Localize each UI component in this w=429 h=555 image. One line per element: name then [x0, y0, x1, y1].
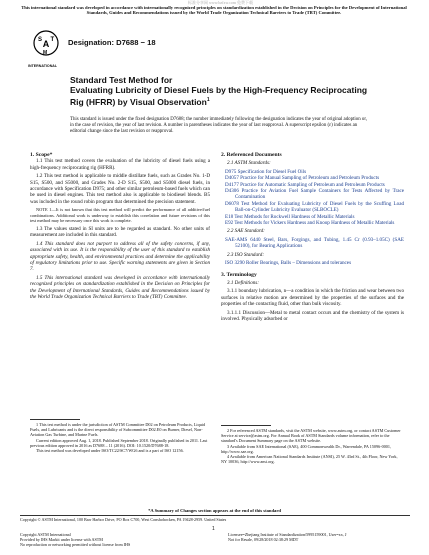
issuance-note: This standard is issued under the fixed designation D7688; the number immediately following the designation indicates the year of original adoption or, in the case of revision, the year of last revision. A number in parentheses indicates the year of last reapproval. A superscript epsilon (ε) indicates an editorial change since the last revision or reapproval. [70, 117, 367, 134]
top-notice: This international standard was developed in accordance with internationally recognized principles on standardization established in the Decision on Principles for the Development of International Standards, Guides and Recommendations issued by the World Trade Organization Technical Barriers to Trade (TBT) Committee. [21, 5, 407, 16]
reference-code[interactable]: D4057 [225, 175, 239, 182]
footnote-2: 2 For referenced ASTM standards, visit the ASTM website, www.astm.org, or contact ASTM Customer Service at service@astm.org. For Annual Book of ASTM Standards volume information, refer to the standard's Document Summary page on the ASTM website. [221, 428, 401, 444]
referenced-docs-heading: 2. Referenced Documents [221, 152, 282, 158]
para-1-4: 1.4 This standard does not purport to address all of the safety concerns, if any, associated with its use. It is the responsibility of the user of this standard to establish appropriate safety, health, and environmental practices and determine the applicability of regulatory limitations prior to use. Specific warning statements are given in Section 7. [30, 240, 210, 273]
para-1-2: 1.2 This test method is applicable to middle distillate fuels, such as Grades No. 1-D S15, S500, and S5000, and Grades No. 2-D S15, S500, and S5000 diesel fuels, in accordance with Specification D975; and other similar petroleum-based fuels which can be used in diesel engines. This test method also is applicable to biodiesel blends. B5 was included in the round robin program that determined the precision statement. [30, 173, 210, 205]
definition-3-1-1-1: 3.1.1.1 Discussion—Metal to metal contact occurs and the chemistry of the system is involved. Physically adsorbed or [221, 309, 404, 322]
reference-code[interactable]: D975 [225, 168, 237, 175]
astm-logo [32, 30, 60, 64]
astm-reference-item[interactable] [221, 201, 404, 214]
svg-text:T: T [50, 37, 55, 43]
right-column [221, 152, 404, 324]
left-footnotes [30, 422, 210, 453]
footnote-3: 3 Available from SAE International (SAE), 400 Commonwealth Dr., Warrendale, PA 15096-0001, http://www.sae.org. [221, 443, 392, 454]
reference-code[interactable]: D4177 [225, 181, 239, 188]
reference-code[interactable]: E18 [225, 213, 234, 220]
astm-reference-list [221, 169, 404, 227]
left-column [30, 152, 210, 303]
svg-text:A: A [42, 39, 50, 49]
scope-heading: 1. Scope* [30, 152, 53, 158]
footnote-1-edition: Current edition approved Aug. 1, 2018. Published September 2018. Originally published in 2011. Last previous edition approved in 2016 as D7688 – 11 (2016). DOI: 10.1520/D7688-18. [30, 437, 208, 448]
document-title: Evaluating Lubricity of Diesel Fuels by the High-Frequency Reciprocating Rig (HFRR) by Visual Observation$^1$ [70, 85, 368, 107]
summary-of-changes-note: *A Summary of Changes section appears at the end of this standard [148, 508, 281, 513]
iso-reference[interactable]: ISO 3290 Roller Bearings, Balls – Dimensions and tolerances [225, 260, 352, 267]
footer-rule [20, 515, 410, 516]
reference-title[interactable]: Practice for Automatic Sampling of Petroleum and Petroleum Products [240, 181, 385, 188]
standard-type: Standard Test Method for [70, 75, 173, 85]
footnote-4: 4 Available from American National Standards Institute (ANSI), 25 W. 43rd St., 4th Floor, New York, NY 10036, http://www.ansi.org. [221, 454, 398, 465]
para-1-5: 1.5 This international standard was developed in accordance with internationally recognized principles on standardization established in the Decision on Principles for the Development of International Standards, Guides and Recommendations issued by the World Trade Organization Technical Barriers to Trade (TBT) Committee. [30, 274, 210, 301]
reference-title[interactable]: Test Methods for Vickers Hardness and Knoop Hardness of Metallic Materials [234, 220, 395, 227]
designation: Designation: D7688 − 18 [68, 38, 156, 47]
astm-standards-heading: 2.1 ASTM Standards: [227, 160, 271, 167]
terminology-heading: 3. Terminology [221, 271, 257, 278]
right-footnotes [221, 428, 404, 464]
watermark-text: 标准分享网 www.bzfxw.com 免费下载 [188, 0, 254, 5]
reference-code[interactable]: D4306 [225, 188, 239, 195]
reference-code[interactable]: D6078 [225, 200, 239, 207]
reference-title[interactable]: Test Methods for Rockwell Hardness of Metallic Materials [234, 213, 355, 220]
definition-3-1-1: 3.1.1 boundary lubrication, n—a condition in which the friction and wear between two surfaces in relative motion are determined by the properties of the surfaces and the properties of the contacting fluid, other than bulk viscosity. [221, 288, 404, 308]
definitions-heading: 3.1 Definitions: [227, 279, 259, 286]
footnote-rule-left [30, 419, 80, 420]
footnote-1: 1 This test method is under the jurisdiction of ASTM Committee D02 on Petroleum Products, Liquid Fuels, and Lubricants and is the direct responsibility of Subcommittee D02.E0 on Burner, Diesel, Non-Aviation Gas Turbine, and Marine Fuels. [30, 422, 206, 438]
reference-title[interactable]: Test Method for Evaluating Lubricity of Diesel Fuels by the Scuffing Load Ball-on-Cylinder Lubricity Evaluator (SLBOCLE) [235, 200, 404, 214]
note-1: NOTE 1—It is not known that this test method will predict the performance of all additive/fuel combinations. Additional work is underway to establish this correlation and future revisions of this test method may be necessary once this work is complete. [30, 207, 210, 224]
reference-code[interactable]: E92 [225, 220, 234, 227]
svg-text:M: M [43, 50, 48, 56]
license-left: Copyright ASTM International Provided by IHS Markit under license with ASTM No reproduction or networking permitted without license from IHS [20, 532, 131, 548]
para-1-3: 1.3 The values stated in SI units are to be regarded as standard. No other units of measurement are included in this standard. [30, 226, 210, 239]
reference-title[interactable]: Practice for Aviation Fuel Sample Containers for Tests Affected by Trace Contamination [235, 188, 404, 201]
sae-reference[interactable]: SAE-AMS 6440 Steel, Bars, Forgings, and Tubing, 1.45 Cr (0.93–1.05C) (SAE 52100), for Bearing Applications [225, 236, 404, 250]
footnote-rule-right [221, 425, 271, 426]
page-number: 1 [212, 526, 215, 532]
license-right: Licensee=Zhejiang Institute of Standardization/5995159001, User=xx, J Not for Resale, 09/28/2018 02:38:29 MDT [228, 532, 347, 543]
reference-title[interactable]: Practice for Manual Sampling of Petroleum and Petroleum Products [240, 175, 380, 182]
sae-standard-heading: 2.2 SAE Standard: [227, 228, 265, 235]
iso-standard-heading: 2.3 ISO Standard: [227, 251, 265, 258]
astm-reference-item[interactable] [221, 220, 404, 226]
logo-caption: INTERNATIONAL [28, 64, 58, 68]
copyright-line: Copyright © ASTM International, 100 Barr Harbor Drive, PO Box C700, West Conshohocken, PA 19428-2959. United States [20, 517, 227, 522]
astm-reference-item[interactable] [221, 188, 404, 201]
para-1-1: 1.1 This test method covers the evaluation of the lubricity of diesel fuels using a high-frequency reciprocating rig (HFRR). [30, 158, 210, 171]
svg-text:S: S [38, 37, 43, 43]
reference-title[interactable]: Specification for Diesel Fuel Oils [237, 168, 307, 175]
footnote-1-iso: This test method was developed under ISO/TC22/SC7/WG6 and is a part of ISO 12156. [36, 448, 184, 454]
